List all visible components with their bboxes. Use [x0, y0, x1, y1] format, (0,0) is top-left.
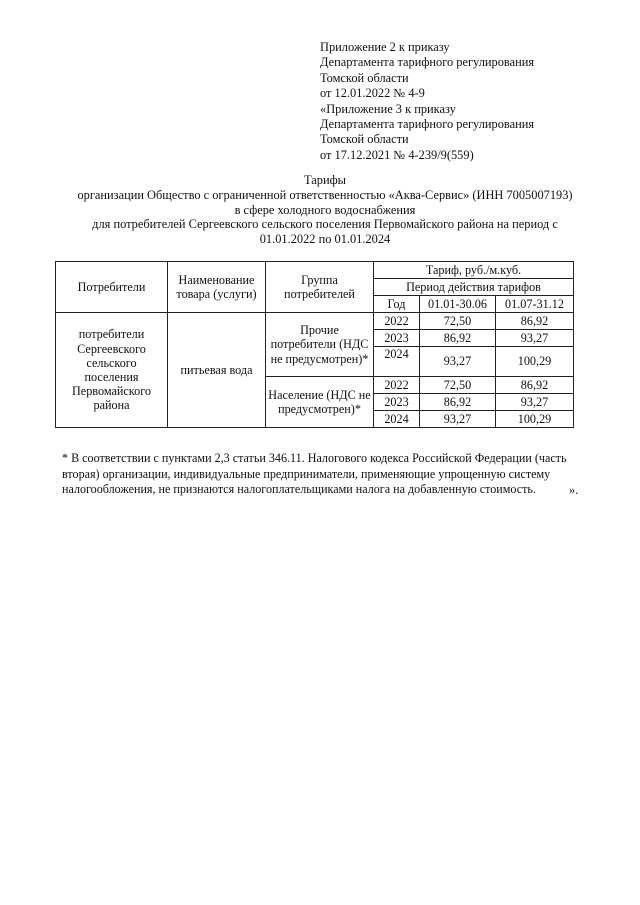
tariff-second-half: 93,27	[496, 330, 574, 347]
title-line: для потребителей Сергеевского сельского поселения Первомайского района на период с	[92, 217, 558, 232]
header-consumers: Потребители	[56, 262, 168, 313]
year-cell: 2022	[374, 377, 420, 394]
document-title	[40, 173, 610, 247]
header-group: Группа потребителей	[266, 262, 374, 313]
group-population: Население (НДС не предусмотрен)*	[266, 377, 374, 428]
tariff-second-half: 93,27	[496, 394, 574, 411]
title-line: в сфере холодного водоснабжения	[234, 202, 416, 217]
year-cell: 2024	[374, 347, 420, 377]
header-product: Наименование товара (услуги)	[168, 262, 266, 313]
year-cell: 2023	[374, 394, 420, 411]
year-cell: 2022	[374, 313, 420, 330]
tariff-first-half: 93,27	[420, 347, 496, 377]
annex-line: Департамента тарифного регулирования	[320, 117, 535, 132]
year-cell: 2024	[374, 411, 420, 428]
title-line: организации Общество с ограниченной ответственностью «Аква-Сервис» (ИНН 7005007193)	[77, 187, 573, 202]
header-tariff: Тариф, руб./м.куб.	[374, 262, 574, 279]
table-row	[56, 313, 574, 330]
tariff-first-half: 86,92	[420, 330, 496, 347]
annex-line: «Приложение 3 к приказу	[320, 101, 456, 116]
tariff-second-half: 100,29	[496, 347, 574, 377]
header-second-half: 01.07-31.12	[496, 296, 574, 313]
annex-line: от 12.01.2022 № 4-9	[320, 86, 425, 101]
tariff-first-half: 72,50	[420, 377, 496, 394]
tariff-table	[55, 261, 574, 428]
annex-line: от 17.12.2021 № 4-239/9(559)	[320, 147, 474, 162]
header-year: Год	[374, 296, 420, 313]
tariff-second-half: 86,92	[496, 377, 574, 394]
tariff-first-half: 93,27	[420, 411, 496, 428]
consumers-cell: потребители Сергеевского сельского поселения Первомайского района	[56, 313, 168, 428]
header-period: Период действия тарифов	[374, 279, 574, 296]
title-line: Тарифы	[304, 173, 346, 187]
annex-header	[320, 40, 620, 163]
tariff-second-half: 86,92	[496, 313, 574, 330]
vat-footnote: * В соответствии с пунктами 2,3 статьи 346.11. Налогового кодекса Российской Федерации (часть вторая) организации, индивидуальные предприниматели, применяющие упрощенную систему налогообложения, не признаются налогоплательщиками налога на добавленную стоимость.	[62, 451, 567, 497]
year-cell: 2023	[374, 330, 420, 347]
title-line: 01.01.2022 по 01.01.2024	[259, 232, 391, 247]
product-cell: питьевая вода	[168, 313, 266, 428]
annex-line: Томской области	[320, 70, 409, 85]
closing-quote: ».	[569, 483, 579, 497]
tariff-first-half: 72,50	[420, 313, 496, 330]
tariff-first-half: 86,92	[420, 394, 496, 411]
annex-line: Томской области	[320, 132, 409, 147]
tariff-second-half: 100,29	[496, 411, 574, 428]
annex-line: Приложение 2 к приказу	[320, 40, 450, 54]
group-other-consumers: Прочие потребители (НДС не предусмотрен)*	[266, 313, 374, 377]
annex-line: Департамента тарифного регулирования	[320, 55, 535, 70]
header-first-half: 01.01-30.06	[420, 296, 496, 313]
